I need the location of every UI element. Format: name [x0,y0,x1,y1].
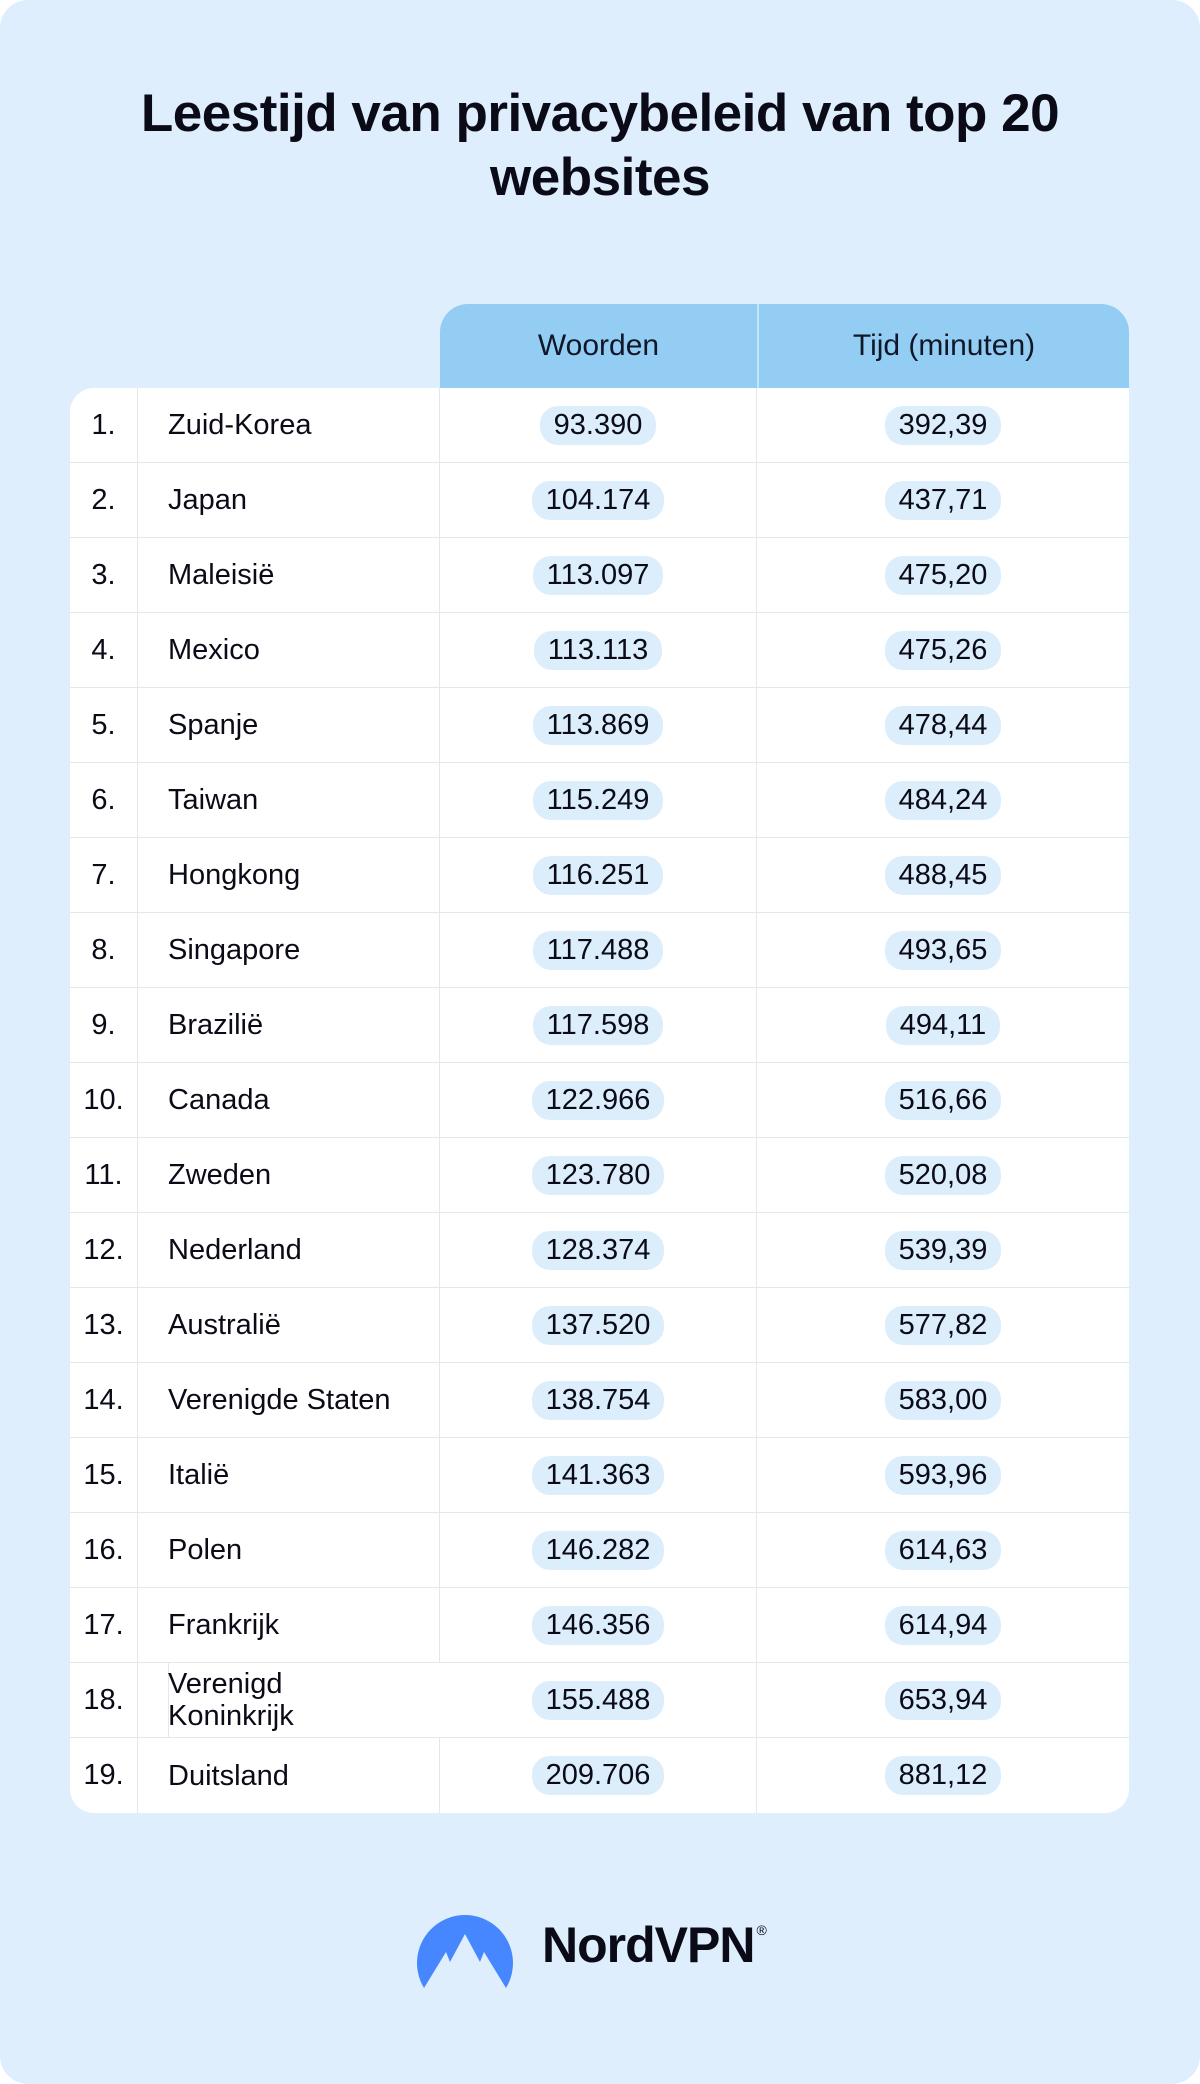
time-cell [757,1213,1129,1287]
time-cell [757,1363,1129,1437]
column-header-words: Woorden [440,304,757,388]
words-cell [440,1063,757,1137]
table-row [70,1063,1129,1138]
rank-cell: 13. [70,1288,138,1362]
time-value: 493,65 [885,931,1002,970]
words-value: 104.174 [532,481,665,520]
words-cell [440,988,757,1062]
time-value: 392,39 [885,406,1002,445]
table-row [70,1738,1129,1813]
rank-cell: 3. [70,538,138,612]
country-cell: Spanje [138,688,440,762]
time-value: 583,00 [885,1381,1002,1420]
time-value: 539,39 [885,1231,1002,1270]
time-cell [757,538,1129,612]
words-cell [440,463,757,537]
rank-cell: 10. [70,1063,138,1137]
words-value: 113.113 [534,631,663,670]
country-cell: Italië [138,1438,440,1512]
words-value: 209.706 [532,1756,665,1795]
rank-cell: 9. [70,988,138,1062]
rank-cell: 15. [70,1438,138,1512]
words-value: 117.488 [533,931,664,970]
time-value: 494,11 [886,1006,1001,1045]
words-value: 115.249 [533,781,664,820]
table-row [70,1138,1129,1213]
words-value: 138.754 [532,1381,665,1420]
country-cell: Maleisië [138,538,440,612]
country-cell: Hongkong [138,838,440,912]
country-cell: Brazilië [138,988,440,1062]
rank-cell: 1. [70,388,138,462]
country-cell: Canada [138,1063,440,1137]
words-cell [440,1588,757,1662]
words-value: 117.598 [533,1006,664,1045]
country-cell: Nederland [138,1213,440,1287]
words-cell [440,613,757,687]
time-cell [757,1438,1129,1512]
words-cell [440,1288,757,1362]
table-row [70,763,1129,838]
country-cell: Zweden [138,1138,440,1212]
time-cell [757,688,1129,762]
time-cell [757,838,1129,912]
table-row [70,388,1129,463]
words-cell [440,1663,757,1737]
time-value: 488,45 [885,856,1002,895]
country-cell: Taiwan [138,763,440,837]
rank-cell: 4. [70,613,138,687]
words-cell [440,388,757,462]
time-cell [757,988,1129,1062]
time-value: 520,08 [885,1156,1002,1195]
words-cell [440,838,757,912]
table-row [70,1213,1129,1288]
time-cell [757,1138,1129,1212]
table-row [70,1438,1129,1513]
words-cell [440,763,757,837]
words-value: 155.488 [532,1681,665,1720]
time-value: 484,24 [885,781,1002,820]
time-value: 516,66 [885,1081,1002,1120]
country-cell: Zuid-Korea [138,388,440,462]
time-value: 437,71 [885,481,1002,520]
words-value: 141.363 [532,1456,665,1495]
words-value: 113.869 [533,706,664,745]
country-cell: Australië [138,1288,440,1362]
words-cell [440,1738,757,1813]
country-cell: Mexico [138,613,440,687]
time-cell [757,388,1129,462]
time-cell [757,1738,1129,1813]
table-row [70,1588,1129,1663]
rank-cell: 18. [70,1663,138,1737]
time-cell [757,763,1129,837]
words-cell [440,913,757,987]
rank-cell: 8. [70,913,138,987]
country-cell: Polen [138,1513,440,1587]
rank-cell: 7. [70,838,138,912]
time-value: 593,96 [885,1456,1002,1495]
time-cell [757,1063,1129,1137]
brand-name: NordVPN ® [542,1917,766,1973]
time-value: 881,12 [885,1756,1002,1795]
words-value: 123.780 [532,1156,665,1195]
words-cell [440,1213,757,1287]
time-value: 653,94 [885,1681,1002,1720]
country-cell: Verenigd Koninkrijk [138,1663,169,1737]
words-cell [440,688,757,762]
table-row [70,1288,1129,1363]
rank-cell: 17. [70,1588,138,1662]
words-value: 93.390 [540,406,657,445]
rank-cell: 16. [70,1513,138,1587]
country-cell: Japan [138,463,440,537]
table-row [70,1363,1129,1438]
registered-mark: ® [756,1922,766,1938]
time-value: 475,20 [885,556,1002,595]
rank-cell: 14. [70,1363,138,1437]
words-value: 116.251 [533,856,664,895]
table-row [70,538,1129,613]
rank-cell: 2. [70,463,138,537]
time-value: 614,94 [885,1606,1002,1645]
words-value: 146.282 [532,1531,665,1570]
rank-cell: 6. [70,763,138,837]
nordvpn-mountain-icon [414,1906,516,1990]
words-value: 122.966 [532,1081,665,1120]
words-value: 146.356 [532,1606,665,1645]
words-cell [440,1138,757,1212]
rank-cell: 11. [70,1138,138,1212]
table-row [70,688,1129,763]
nordvpn-logo [414,1906,814,1990]
table-row [70,838,1129,913]
country-cell: Singapore [138,913,440,987]
rank-cell: 5. [70,688,138,762]
column-header-time: Tijd (minuten) [757,304,1129,388]
table-row [70,1513,1129,1588]
time-cell [757,463,1129,537]
time-value: 475,26 [885,631,1002,670]
words-value: 128.374 [532,1231,665,1270]
table-row [70,613,1129,688]
table-row [70,988,1129,1063]
words-value: 137.520 [532,1306,665,1345]
time-value: 478,44 [885,706,1002,745]
table-row [70,913,1129,988]
time-cell [757,1288,1129,1362]
words-cell [440,1438,757,1512]
time-cell [757,1513,1129,1587]
words-value: 113.097 [533,556,664,595]
time-value: 614,63 [885,1531,1002,1570]
chart-title: Leestijd van privacybeleid van top 20 websites [140,84,1060,207]
time-cell [757,1588,1129,1662]
time-cell [757,913,1129,987]
time-cell [757,613,1129,687]
rank-cell: 12. [70,1213,138,1287]
rank-cell: 19. [70,1738,138,1813]
words-cell [440,1513,757,1587]
data-table [70,388,1129,1813]
time-cell [757,1663,1129,1737]
words-cell [440,1363,757,1437]
table-row [70,1663,1129,1738]
country-cell: Frankrijk [138,1588,440,1662]
country-cell: Verenigde Staten [138,1363,440,1437]
country-cell: Duitsland [138,1738,440,1813]
time-value: 577,82 [885,1306,1002,1345]
table-row [70,463,1129,538]
words-cell [440,538,757,612]
